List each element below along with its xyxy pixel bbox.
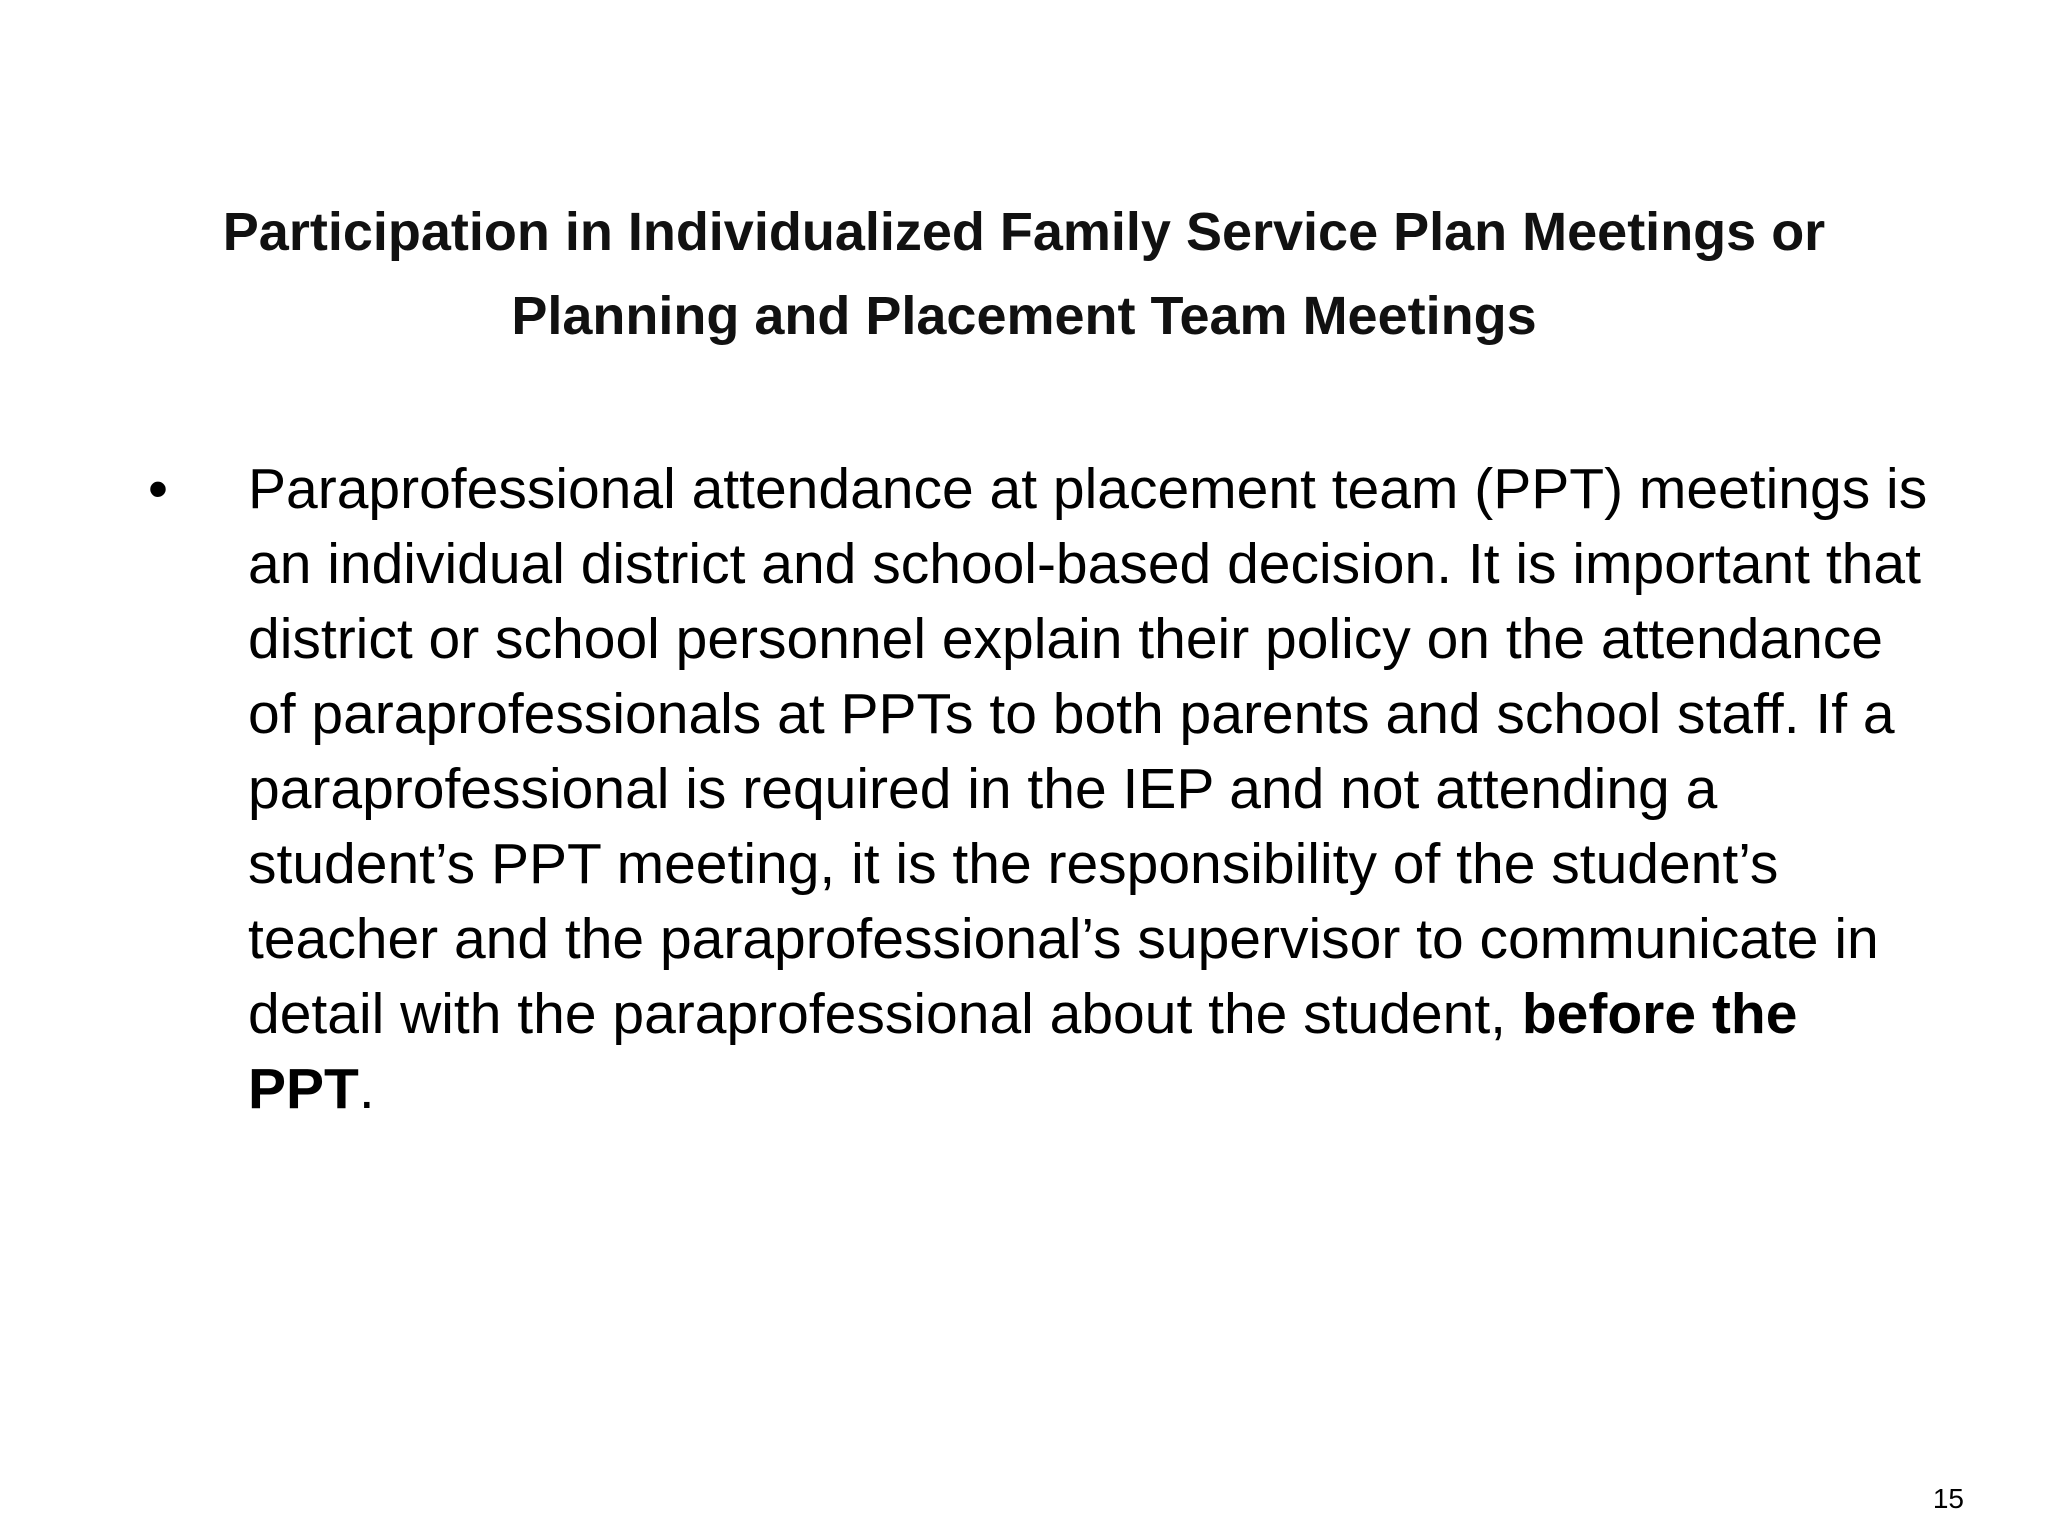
slide-title-line-2: Planning and Placement Team Meetings	[511, 286, 1537, 346]
bullet-text: Paraprofessional attendance at placement team (PPT) meetings is an individual district and school-based decision. It is important that district or school personnel explain their policy on the attendance of paraprofessionals at PPTs to both parents and school staff. If a paraprofessional is required in the IEP and not attending a student’s PPT meeting, it is the responsibility of the student’s teacher and the paraprofessional’s supervisor to communicate in detail with the paraprofessional about the student,	[248, 457, 1928, 1046]
bullet-bold-phrase-2: PPT	[248, 1057, 359, 1121]
bullet-bold-phrase-1: before the	[1521, 982, 1798, 1046]
slide-title	[110, 190, 1938, 358]
bullet-dot-icon: •	[148, 457, 168, 521]
bullet-list	[148, 452, 1928, 1127]
slide-title-line-1: Participation in Individualized Family Service Plan Meetings or	[222, 202, 1826, 262]
page-number: 15	[1932, 1483, 1964, 1514]
bullet-end-punctuation: .	[358, 1057, 375, 1121]
bullet-item	[148, 452, 1928, 1127]
